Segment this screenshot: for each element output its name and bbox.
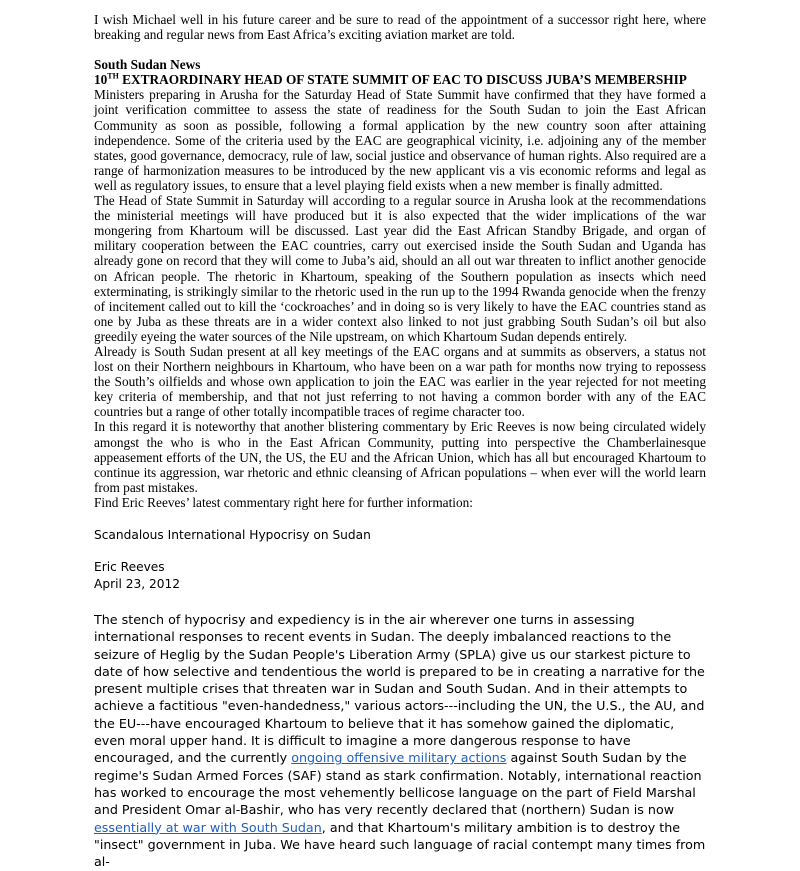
headline	[94, 72, 706, 87]
article-date: April 23, 2012	[94, 577, 181, 591]
article-text: The stench of hypocrisy and expediency is in the air wherever one turns in assessing international responses to recent events in Sudan. The deeply imbalanced reactions to the seizure of Heglig by the Sudan People's Liberation Army (SPLA) give us our starkest picture to date of how selective and tendentious the world is prepared to be in creating a narrative for the present multiple crises that threaten war in Sudan and South Sudan. And in their attempts to achieve a factitious "even-handedness," various actors---including the UN, the U.S., the AU, and the EU---have encouraged Khartoum to believe that it has somehow gained the diplomatic, even moral upper hand. It is difficult to imagine a more dangerous response to have encouraged, and the currently	[94, 612, 705, 766]
war-with-south-sudan-link[interactable]: essentially at war with South Sudan	[94, 819, 322, 835]
article-text: against South Sudan by the regime's Sudan Armed Forces (SAF) stand as stark confirmation. Notably, international reaction has worked to encourage the most vehemently bellicose language on the part of Field Marshal and President Omar al-Bashir, who has very recently declared that (northern) Sudan is now	[94, 750, 702, 818]
headline-text: EXTRAORDINARY HEAD OF STATE SUMMIT OF EAC TO DISCUSS JUBA’S MEMBERSHIP	[118, 72, 687, 88]
author-name: Eric Reeves	[94, 560, 165, 574]
article-text: , and that Khartoum's military ambition is to destroy the "insect" government in Juba. We have heard such language of racial contempt many times from al-	[94, 819, 706, 870]
body-paragraph: The Head of State Summit in Saturday will according to a regular source in Arusha look at the recommendations the ministerial meetings will have produced but it is also expected that the wider implications of the war mongering from Khartoum will be discussed. Last year did the East African Standby Brigade, and organ of military cooperation between the EAC countries, carry out exercised inside the South Sudan and Uganda has already gone on record that they will come to Juba’s aid, should an all out war threaten to inflict another genocide on African people. The rhetoric in Khartoum, speaking of the Southern population as insects which need exterminating, is strikingly similar to the rhetoric used in the run up to the 1994 Rwanda genocide when the frenzy of incitement called out to kill the ‘cockroaches’ and in doing so is very likely to have the EAC countries stand as one by Juba as these threats are in a wider context also linked to not just grabbing South Sudan’s oil but also greedily eyeing the water sources of the Nile upstream, on which Khartoum Sudan depends entirely.	[94, 193, 706, 344]
news-column	[94, 12, 706, 510]
body-paragraph: Find Eric Reeves’ latest commentary right here for further information:	[94, 494, 473, 510]
article-title: Scandalous International Hypocrisy on Sudan	[94, 528, 371, 542]
body-paragraph: In this regard it is noteworthy that another blistering commentary by Eric Reeves is now being circulated widely amongst the who is who in the East African Community, putting into perspective the Chamberlainesque appeasement efforts of the UN, the US, the EU and the African Union, which has all but encouraged Khartoum to continue its aggression, war rhetoric and ethnic cleansing of African populations – when ever will the world learn from past mistakes.	[94, 419, 706, 495]
body-paragraph: Ministers preparing in Arusha for the Saturday Head of State Summit have confirmed that they have formed a joint verification committee to assess the state of readiness for the South Sudan to join the East African Community as soon as possible, following a formal application by the new country soon after attaining independence. Some of the criteria used by the EAC are geographical vicinity, i.e. adjoining any of the member states, good governance, democracy, rule of law, social justice and observance of human rights. Also required are a range of harmonization measures to be introduced by the new applicant vis a vis economic reforms and legal as well as regulatory issues, to ensure that a level playing field exists when a new member is finally admitted.	[94, 87, 706, 193]
headline-number: 10	[94, 72, 108, 88]
commentary-section	[94, 528, 706, 870]
document-page	[94, 12, 706, 870]
offensive-actions-link[interactable]: ongoing offensive military actions	[291, 750, 507, 766]
article-body	[94, 611, 706, 870]
section-heading: South Sudan News	[94, 57, 201, 73]
intro-paragraph: I wish Michael well in his future career and be sure to read of the appointment of a successor right here, where breaking and regular news from East Africa’s exciting aviation market are told.	[94, 12, 706, 43]
body-paragraph: Already is South Sudan present at all key meetings of the EAC organs and at summits as observers, a status not lost on their Northern neighbours in Khartoum, who have been on a war path for months now trying to repossess the South’s oilfields and whose own application to join the EAC was earlier in the year rejected for not meeting key criteria of membership, and that not just referring to not having a common border with any of the EAC countries but a range of other totally incompatible traces of regime character too.	[94, 343, 706, 420]
headline-superscript: TH	[107, 71, 119, 81]
